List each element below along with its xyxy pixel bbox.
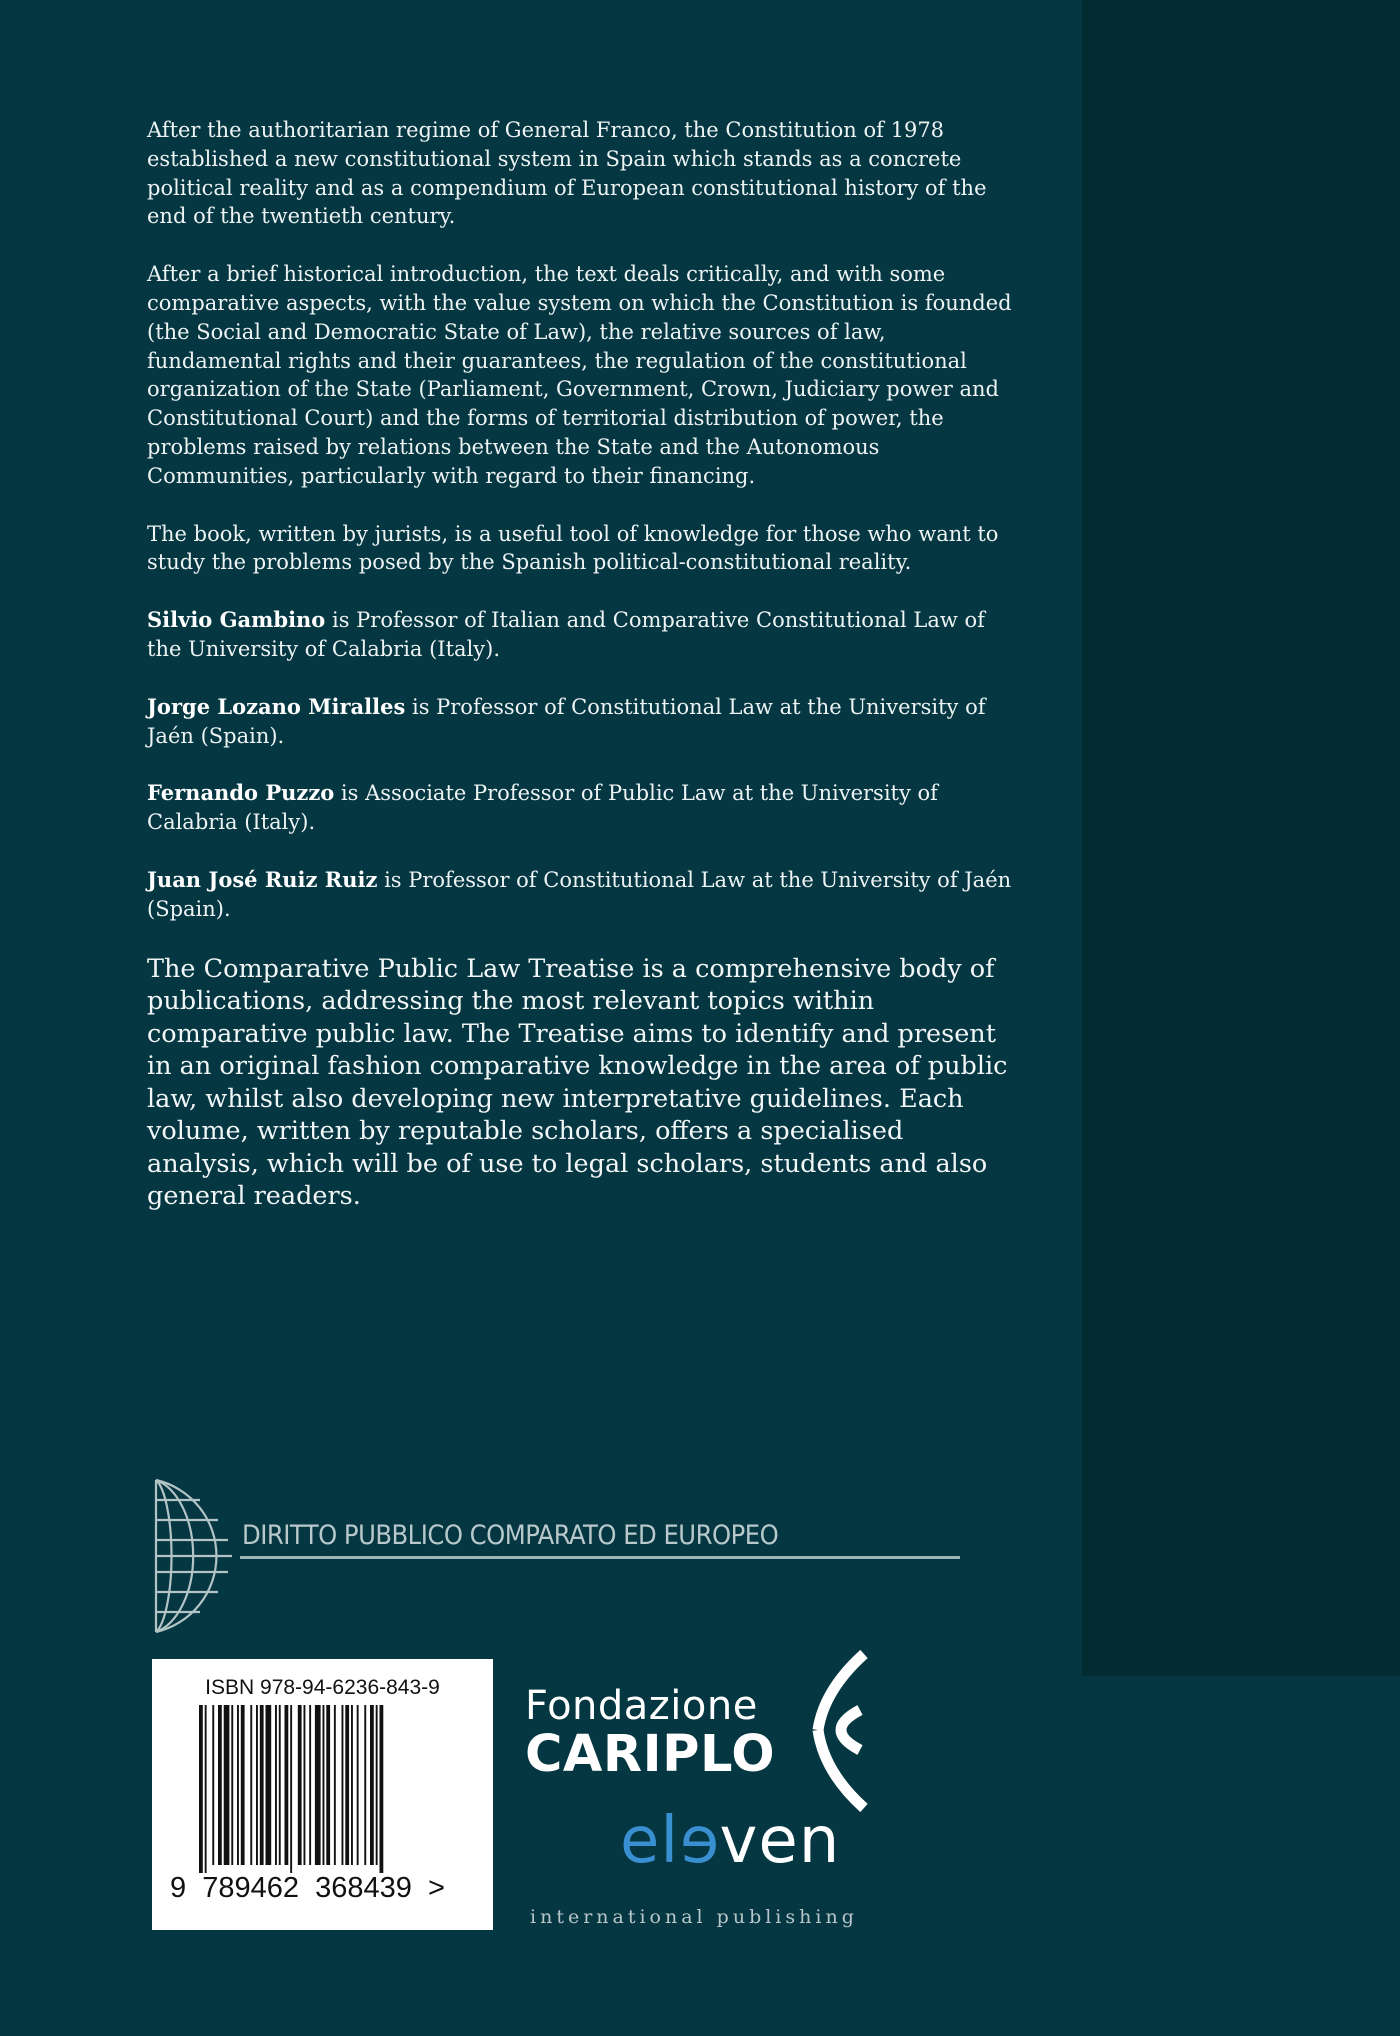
barcode-bar bbox=[237, 1705, 239, 1865]
cariplo-mark-icon bbox=[808, 1650, 870, 1812]
barcode-bar bbox=[279, 1705, 281, 1865]
series-logo-title: DIRITTO PUBBLICO COMPARATO ED EUROPEO bbox=[242, 1520, 779, 1551]
eleven-logo bbox=[620, 1806, 840, 1876]
author-bio bbox=[147, 779, 1017, 837]
barcode-bar bbox=[212, 1705, 214, 1865]
eleven-logo-part2: e bbox=[679, 1804, 720, 1878]
barcode-box bbox=[152, 1659, 493, 1930]
barcode-bar bbox=[250, 1705, 252, 1865]
barcode-bar bbox=[357, 1705, 359, 1865]
barcode-bar bbox=[351, 1705, 353, 1865]
globe-icon bbox=[152, 1478, 238, 1634]
barcode-bar bbox=[370, 1705, 374, 1865]
barcode-bar bbox=[309, 1705, 311, 1865]
barcode-bar bbox=[290, 1705, 292, 1873]
series-description: The Comparative Public Law Treatise is a comprehensive body of publications, addressing the most relevant topics within comparative public law. The Treatise aims to identify and present in an original fashion comparative knowledge in the area of public law, whilst also developing new interpretative guidelines. Each volume, written by reputable scholars, offers a specialised analysis, which will be of use to legal scholars, students and also general readers. bbox=[147, 953, 1008, 1212]
author-bio bbox=[147, 866, 1017, 924]
eleven-logo-part1: el bbox=[620, 1804, 680, 1878]
barcode-bar bbox=[342, 1705, 344, 1865]
barcode-bar bbox=[231, 1705, 233, 1865]
series-logo bbox=[152, 1478, 812, 1634]
barcode-bar bbox=[304, 1705, 306, 1865]
intro-paragraph: After the authoritarian regime of General Franco, the Constitution of 1978 established a new constitutional system in Spain which stands as a concrete political reality and as a compendium of European constitutional history of the end of the twentieth century. bbox=[147, 118, 987, 229]
cariplo-line1: Fondazione bbox=[525, 1683, 758, 1729]
barcode-bar bbox=[298, 1705, 302, 1865]
barcode-bar bbox=[260, 1705, 264, 1865]
summary-paragraph: After a brief historical introduction, the text deals critically, and with some comparative aspects, with the value system on which the Constitution is founded (the Social and Democratic State of Law), the relative sources of law, fundamental rights and their guarantees, the regulation of the constitutional organization of the State (Parliament, Government, Crown, Judiciary power and Constitutional Court) and the forms of territorial distribution of power, the problems raised by relations between the State and the Autonomous Communities, particularly with regard to their financing. bbox=[147, 262, 1012, 488]
eleven-logo-part3: ven bbox=[719, 1804, 841, 1878]
barcode-bar bbox=[266, 1705, 272, 1865]
barcode-bar bbox=[275, 1705, 277, 1865]
author-bio bbox=[147, 606, 1017, 664]
author-description: is Professor of Italian and Comparative Constitutional Law of the University of Calabria (Italy). bbox=[147, 608, 985, 661]
usefulness-paragraph: The book, written by jurists, is a useful tool of knowledge for those who want to study the problems posed by the Spanish political-constitutional reality. bbox=[147, 521, 999, 575]
barcode-bar bbox=[334, 1705, 336, 1865]
series-logo-rule bbox=[240, 1556, 960, 1559]
author-description: is Professor of Constitutional Law at the University of Jaén (Spain). bbox=[147, 867, 1012, 921]
barcode-digits: 9 789462 368439 > bbox=[170, 1872, 445, 1904]
author-name: Jorge Lozano Miralles bbox=[147, 693, 406, 719]
barcode-bar bbox=[323, 1705, 325, 1865]
barcode-bar bbox=[241, 1705, 245, 1865]
barcode-bar bbox=[285, 1705, 289, 1865]
cariplo-line2: CARIPLO bbox=[525, 1725, 776, 1784]
barcode-bar bbox=[315, 1705, 321, 1865]
spine-panel bbox=[1082, 0, 1400, 1676]
barcode-bar bbox=[256, 1705, 258, 1865]
barcode-bar bbox=[380, 1705, 384, 1873]
eleven-subtitle: international publishing bbox=[530, 1906, 858, 1928]
barcode-bar bbox=[199, 1705, 203, 1873]
barcode-icon bbox=[197, 1705, 447, 1873]
author-name: Silvio Gambino bbox=[147, 607, 326, 633]
barcode-bar bbox=[224, 1705, 230, 1865]
barcode-bar bbox=[364, 1705, 366, 1865]
barcode-bar bbox=[218, 1705, 222, 1865]
back-cover-text bbox=[147, 116, 1017, 1242]
barcode-bar bbox=[205, 1705, 207, 1873]
author-name: Juan José Ruiz Ruiz bbox=[147, 866, 378, 892]
barcode-bar bbox=[376, 1705, 378, 1865]
author-name: Fernando Puzzo bbox=[147, 780, 335, 806]
barcode-bar bbox=[345, 1705, 349, 1865]
author-bio bbox=[147, 693, 1017, 751]
fondazione-cariplo-logo bbox=[525, 1684, 775, 1782]
isbn-label: ISBN 978-94-6236-843-9 bbox=[205, 1676, 440, 1699]
author-description: is Associate Professor of Public Law at the University of Calabria (Italy). bbox=[147, 781, 938, 835]
author-description: is Professor of Constitutional Law at the University of Jaén (Spain). bbox=[147, 694, 986, 748]
barcode-bar bbox=[326, 1705, 330, 1865]
